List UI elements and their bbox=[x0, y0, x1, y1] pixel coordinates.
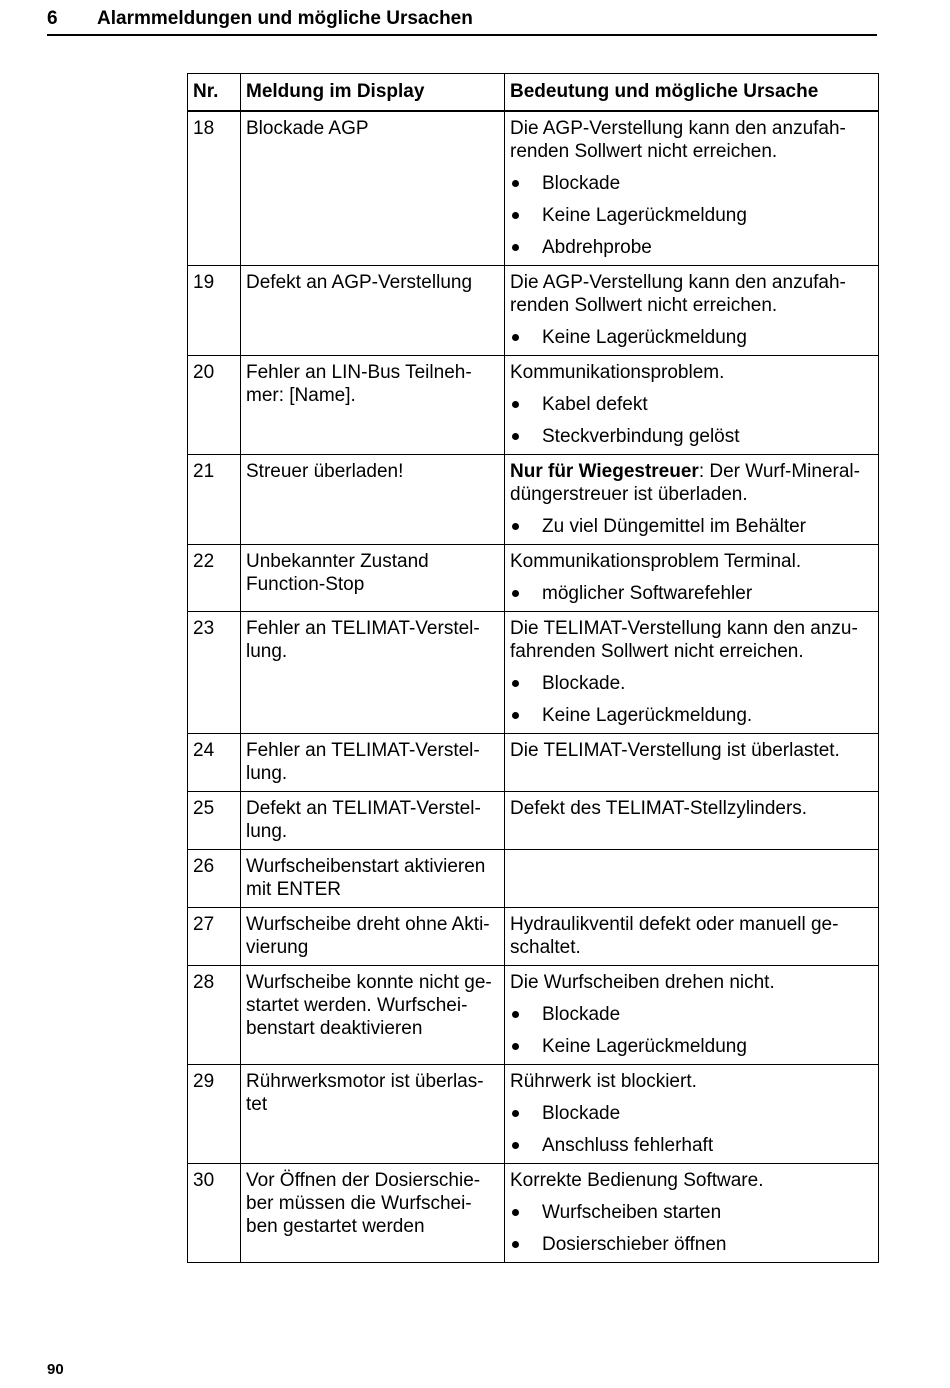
column-header-message: Meldung im Display bbox=[241, 74, 505, 112]
display-message: Fehler an TELIMAT-Verstel-lung. bbox=[241, 612, 505, 734]
display-message: Defekt an TELIMAT-Verstel-lung. bbox=[241, 792, 505, 850]
chapter-number: 6 bbox=[47, 8, 58, 29]
meaning-text bbox=[510, 271, 873, 317]
meaning-description: Kommunikationsproblem. bbox=[510, 362, 725, 383]
display-message: Unbekannter Zustand Function-Stop bbox=[241, 545, 505, 612]
cause-item: Keine Lagerückmeldung bbox=[510, 326, 873, 349]
cause-item: Dosierschieber öffnen bbox=[510, 1233, 873, 1256]
meaning-cell bbox=[505, 1164, 879, 1263]
meaning-cell bbox=[505, 266, 879, 356]
cause-list bbox=[510, 1003, 873, 1058]
meaning-cell bbox=[505, 966, 879, 1065]
cause-item: Blockade bbox=[510, 1003, 873, 1026]
cause-item: Zu viel Düngemittel im Behälter bbox=[510, 515, 873, 538]
meaning-cell bbox=[505, 612, 879, 734]
display-message: Fehler an TELIMAT-Verstel-lung. bbox=[241, 734, 505, 792]
table-row bbox=[188, 111, 879, 266]
alarm-number: 23 bbox=[188, 612, 241, 734]
meaning-description: Defekt des TELIMAT-Stellzylinders. bbox=[510, 798, 808, 819]
meaning-text bbox=[510, 1169, 873, 1192]
cause-list bbox=[510, 1201, 873, 1256]
table-row bbox=[188, 266, 879, 356]
display-message: Defekt an AGP-Verstellung bbox=[241, 266, 505, 356]
display-message: Wurfscheibe dreht ohne Akti-vierung bbox=[241, 908, 505, 966]
display-message: Rührwerksmotor ist überlas-tet bbox=[241, 1065, 505, 1164]
meaning-text bbox=[510, 550, 873, 573]
meaning-text bbox=[510, 460, 873, 506]
cause-item: Anschluss fehlerhaft bbox=[510, 1134, 873, 1157]
meaning-text bbox=[510, 617, 873, 663]
alarm-number: 25 bbox=[188, 792, 241, 850]
table-row bbox=[188, 612, 879, 734]
meaning-cell bbox=[505, 792, 879, 850]
table-row bbox=[188, 545, 879, 612]
meaning-description: : Der Wurf-Mineral-düngerstreuer ist überladen. bbox=[510, 461, 860, 505]
display-message: Blockade AGP bbox=[241, 111, 505, 266]
alarm-number: 27 bbox=[188, 908, 241, 966]
column-header-nr: Nr. bbox=[188, 74, 241, 112]
meaning-cell bbox=[505, 111, 879, 266]
meaning-cell bbox=[505, 908, 879, 966]
table-row bbox=[188, 908, 879, 966]
meaning-text bbox=[510, 117, 873, 163]
alarm-table bbox=[187, 73, 879, 1263]
cause-item: Keine Lagerückmeldung bbox=[510, 1035, 873, 1058]
meaning-description: Die AGP-Verstellung kann den anzufah-renden Sollwert nicht erreichen. bbox=[510, 272, 846, 316]
meaning-cell bbox=[505, 1065, 879, 1164]
cause-item: Kabel defekt bbox=[510, 393, 873, 416]
table-row bbox=[188, 850, 879, 908]
alarm-number: 19 bbox=[188, 266, 241, 356]
meaning-description: Die AGP-Verstellung kann den anzufah-renden Sollwert nicht erreichen. bbox=[510, 118, 846, 162]
meaning-description: Die Wurfscheiben drehen nicht. bbox=[510, 972, 775, 993]
meaning-description: Die TELIMAT-Verstellung kann den anzu-fahrenden Sollwert nicht erreichen. bbox=[510, 618, 858, 662]
alarm-number: 29 bbox=[188, 1065, 241, 1164]
alarm-number: 28 bbox=[188, 966, 241, 1065]
meaning-text bbox=[510, 739, 873, 762]
meaning-description: Die TELIMAT-Verstellung ist überlastet. bbox=[510, 740, 840, 761]
table-row bbox=[188, 1065, 879, 1164]
meaning-cell bbox=[505, 455, 879, 545]
meaning-emphasis: Nur für Wiegestreuer bbox=[510, 461, 699, 482]
cause-item: Steckverbindung gelöst bbox=[510, 425, 873, 448]
meaning-description: Hydraulikventil defekt oder manuell ge-schaltet. bbox=[510, 914, 839, 958]
cause-list bbox=[510, 172, 873, 259]
cause-item: möglicher Softwarefehler bbox=[510, 582, 873, 605]
meaning-cell bbox=[505, 356, 879, 455]
cause-list bbox=[510, 393, 873, 448]
meaning-description: Korrekte Bedienung Software. bbox=[510, 1170, 764, 1191]
display-message: Fehler an LIN-Bus Teilneh-mer: [Name]. bbox=[241, 356, 505, 455]
alarm-number: 21 bbox=[188, 455, 241, 545]
display-message: Wurfscheibe konnte nicht ge-startet werden. Wurfschei-benstart deaktivieren bbox=[241, 966, 505, 1065]
table-body bbox=[188, 111, 879, 1263]
meaning-text bbox=[510, 797, 873, 820]
cause-item: Blockade bbox=[510, 172, 873, 195]
meaning-description: Kommunikationsproblem Terminal. bbox=[510, 551, 802, 572]
table-header-row bbox=[188, 74, 879, 112]
cause-item: Blockade bbox=[510, 1102, 873, 1125]
cause-item: Keine Lagerückmeldung bbox=[510, 204, 873, 227]
meaning-text bbox=[510, 913, 873, 959]
meaning-description: Rührwerk ist blockiert. bbox=[510, 1071, 697, 1092]
table-row bbox=[188, 455, 879, 545]
meaning-text bbox=[510, 1070, 873, 1093]
table-header bbox=[188, 74, 879, 112]
display-message: Streuer überladen! bbox=[241, 455, 505, 545]
alarm-number: 26 bbox=[188, 850, 241, 908]
meaning-cell bbox=[505, 734, 879, 792]
display-message: Vor Öffnen der Dosierschie-ber müssen die Wurfschei-ben gestartet werden bbox=[241, 1164, 505, 1263]
meaning-cell bbox=[505, 850, 879, 908]
table-row bbox=[188, 966, 879, 1065]
alarm-number: 30 bbox=[188, 1164, 241, 1263]
column-header-meaning: Bedeutung und mögliche Ursache bbox=[505, 74, 879, 112]
cause-item: Wurfscheiben starten bbox=[510, 1201, 873, 1224]
cause-list bbox=[510, 582, 873, 605]
alarm-number: 18 bbox=[188, 111, 241, 266]
alarm-number: 20 bbox=[188, 356, 241, 455]
meaning-cell bbox=[505, 545, 879, 612]
table-row bbox=[188, 792, 879, 850]
cause-list bbox=[510, 515, 873, 538]
cause-item: Blockade. bbox=[510, 672, 873, 695]
page-number: 90 bbox=[47, 1361, 64, 1378]
cause-list bbox=[510, 1102, 873, 1157]
table-row bbox=[188, 1164, 879, 1263]
cause-item: Keine Lagerückmeldung. bbox=[510, 704, 873, 727]
cause-list bbox=[510, 672, 873, 727]
page-header bbox=[47, 4, 877, 36]
display-message: Wurfscheibenstart aktivieren mit ENTER bbox=[241, 850, 505, 908]
alarm-number: 22 bbox=[188, 545, 241, 612]
meaning-text bbox=[510, 971, 873, 994]
cause-item: Abdrehprobe bbox=[510, 236, 873, 259]
meaning-text bbox=[510, 361, 873, 384]
chapter-title: Alarmmeldungen und mögliche Ursachen bbox=[97, 8, 473, 29]
cause-list bbox=[510, 326, 873, 349]
alarm-number: 24 bbox=[188, 734, 241, 792]
table-row bbox=[188, 734, 879, 792]
table-row bbox=[188, 356, 879, 455]
